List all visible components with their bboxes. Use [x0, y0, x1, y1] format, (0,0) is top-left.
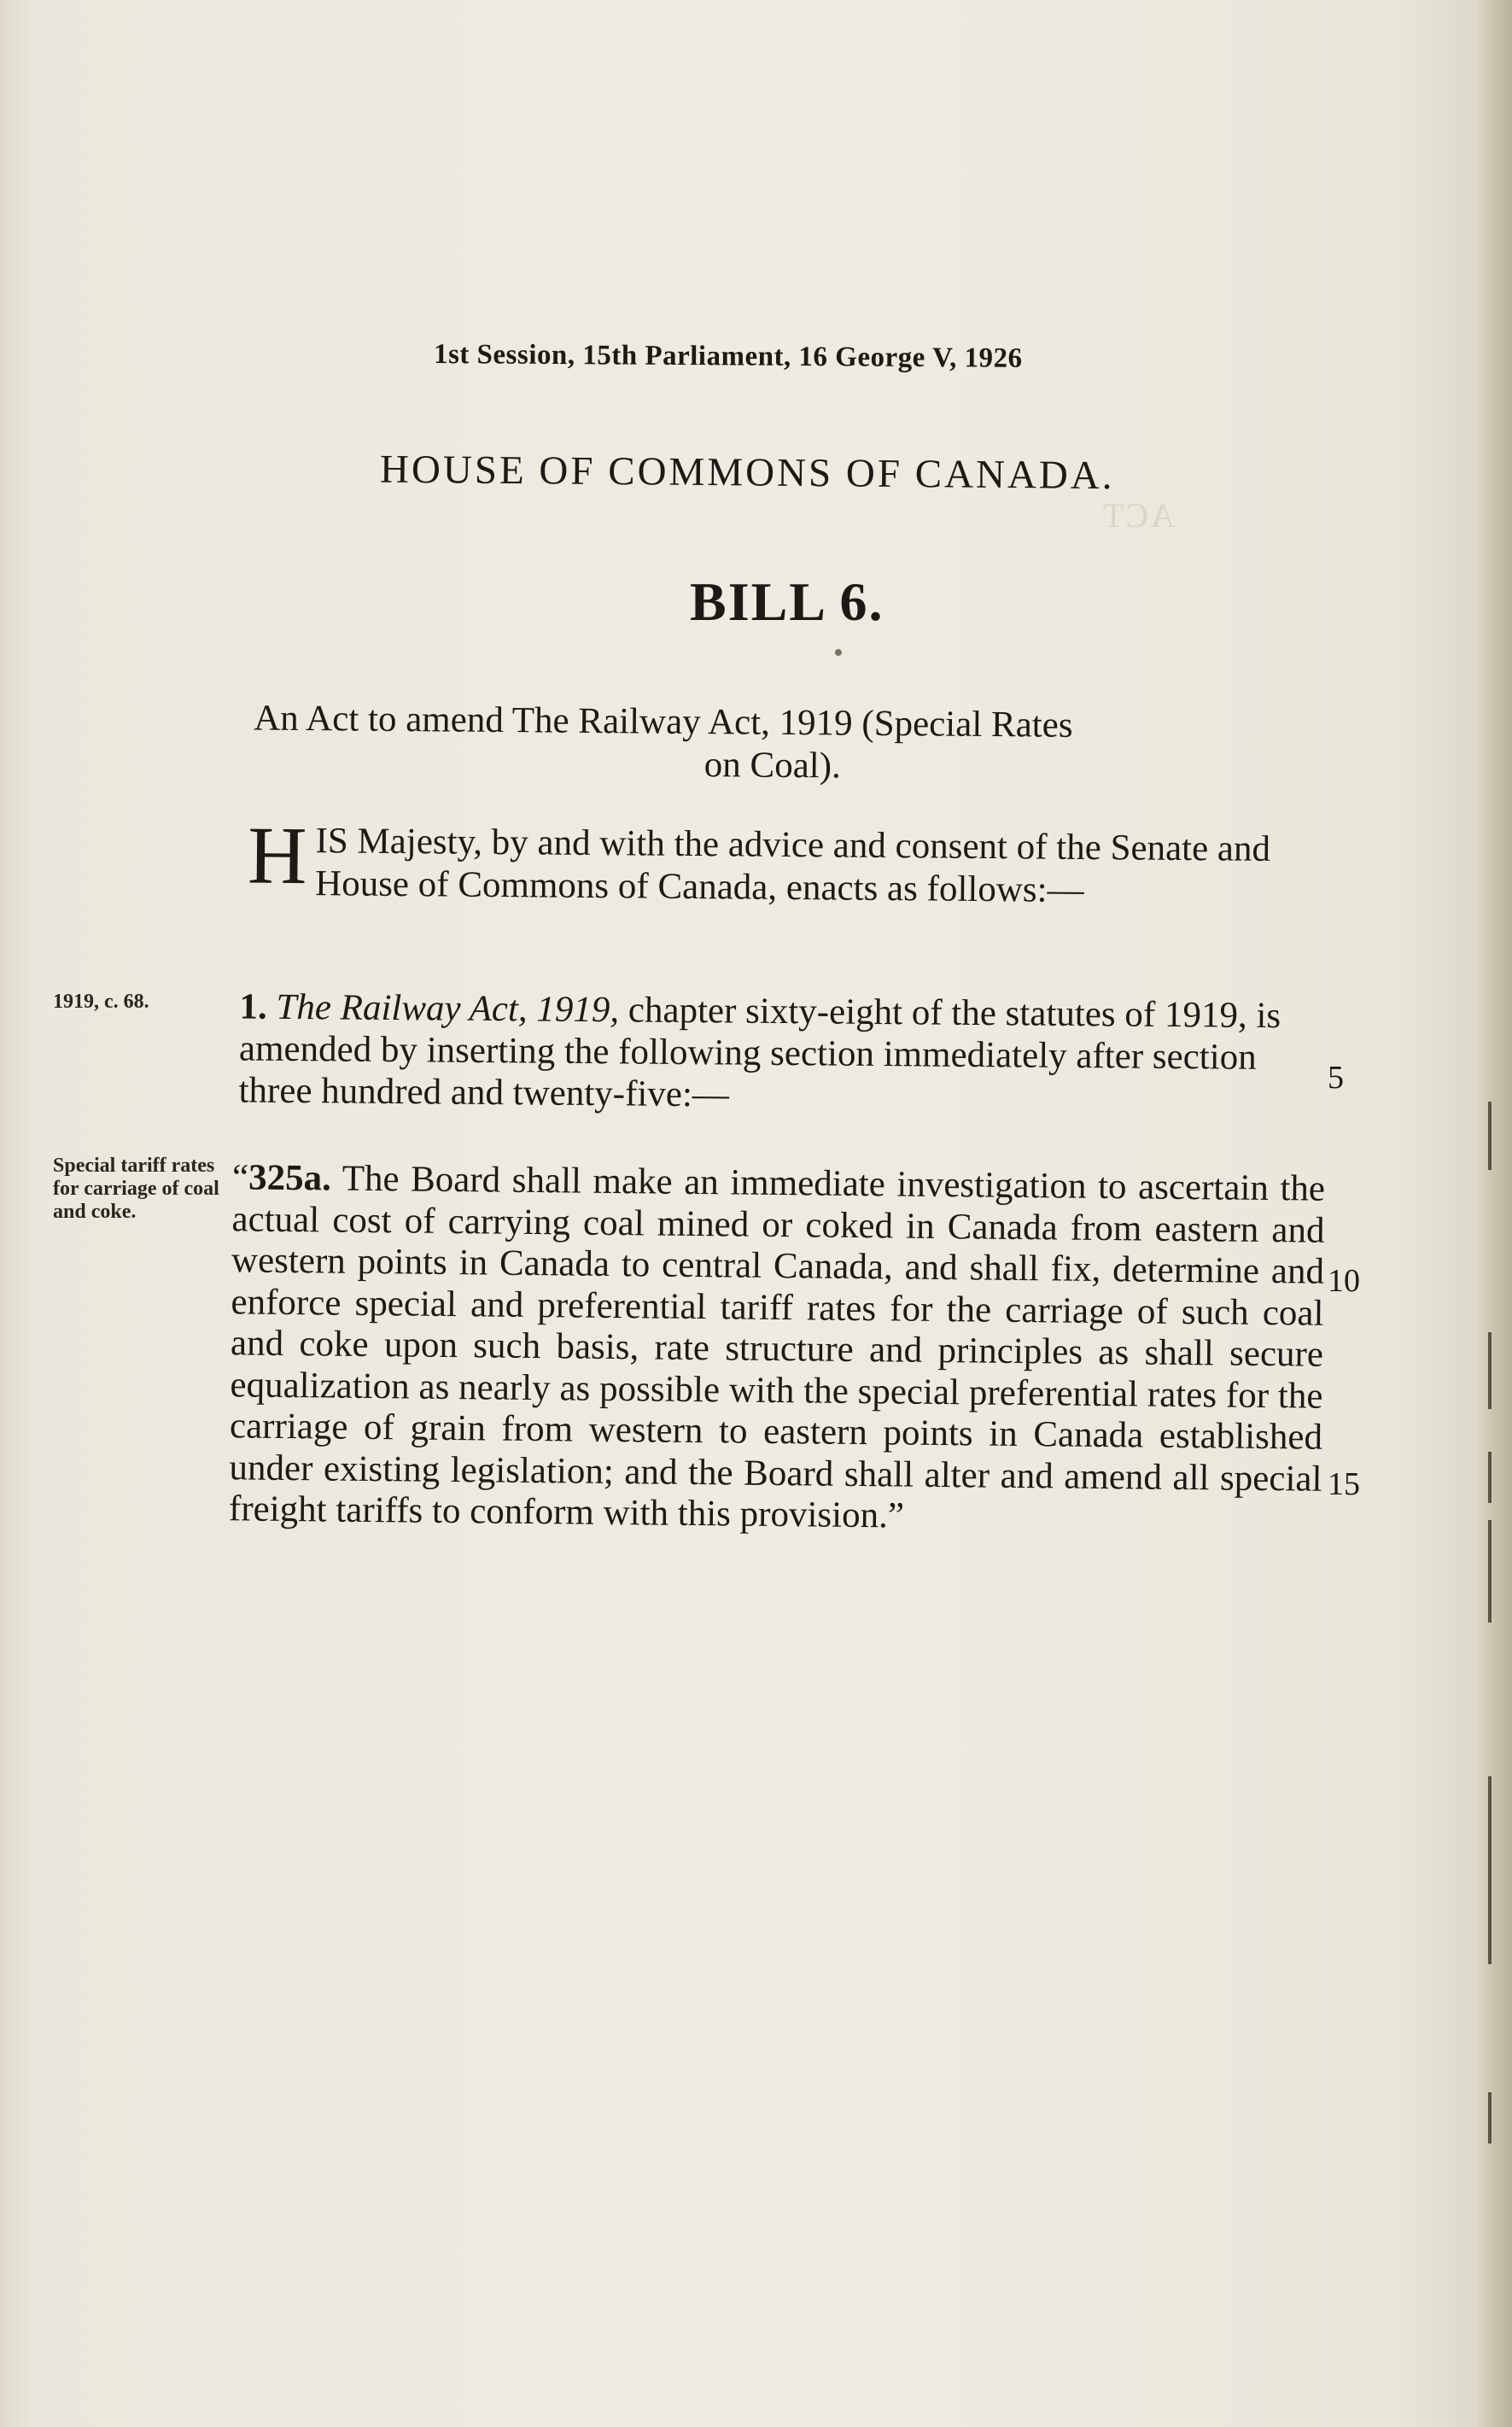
margin-note-citation: 1919, c. 68.	[53, 991, 149, 1013]
open-quote: “	[231, 1157, 249, 1198]
bill-number: BILL 6.	[690, 571, 884, 632]
section-text: The Board shall make an immediate investigation to ascertain the actual cost of carrying coal mined or coked in Canada from eastern and western points in Canada to central Canada, and shall fix, determine and enforce special and preferential tariff rates for the carriage of such coal and coke upon such basis, rate structure and principles as shall secure equalization as nearly as possible with the special preferential rates for the carriage of grain from western to eastern points in Canada established under existing legislation; and the Board shall alter and amend all special freight tariffs to conform with this provision.”	[228, 1158, 1326, 1536]
act-reference: The Railway Act, 1919,	[276, 986, 620, 1031]
line-number-10: 10	[1328, 1263, 1360, 1299]
act-title-line-2: on Coal).	[703, 745, 842, 787]
drop-cap: H	[247, 809, 307, 902]
act-title	[254, 698, 1330, 792]
clause-1	[238, 985, 1323, 1120]
clause-text: chapter sixty-eight of the statutes of 1919, is amended by inserting the following section immediately after section three hundred and twenty-five:—	[238, 990, 1281, 1115]
enacting-text: IS Majesty, by and with the advice and consent of the Senate and House of Commons of Canada, enacts as follows:—	[314, 821, 1271, 911]
enacting-clause	[247, 809, 1333, 914]
clause-number: 1.	[239, 986, 267, 1027]
bleed-through-text: ACT	[1101, 496, 1175, 535]
house-heading: HOUSE OF COMMONS OF CANADA.	[379, 447, 1115, 499]
line-number-5: 5	[1328, 1060, 1344, 1096]
line-number-15: 15	[1328, 1466, 1360, 1502]
act-title-line-1: An Act to amend The Railway Act, 1919 (Special Rates	[254, 698, 1073, 746]
page-edge	[1478, 0, 1512, 2427]
session-line: 1st Session, 15th Parliament, 16 George V, 1926	[433, 338, 1023, 374]
margin-note-subject: Special tariff rates for carriage of coal and coke.	[53, 1155, 219, 1223]
section-325a	[229, 1157, 1326, 1541]
section-number: 325a.	[248, 1157, 332, 1199]
ink-speck	[835, 649, 842, 656]
